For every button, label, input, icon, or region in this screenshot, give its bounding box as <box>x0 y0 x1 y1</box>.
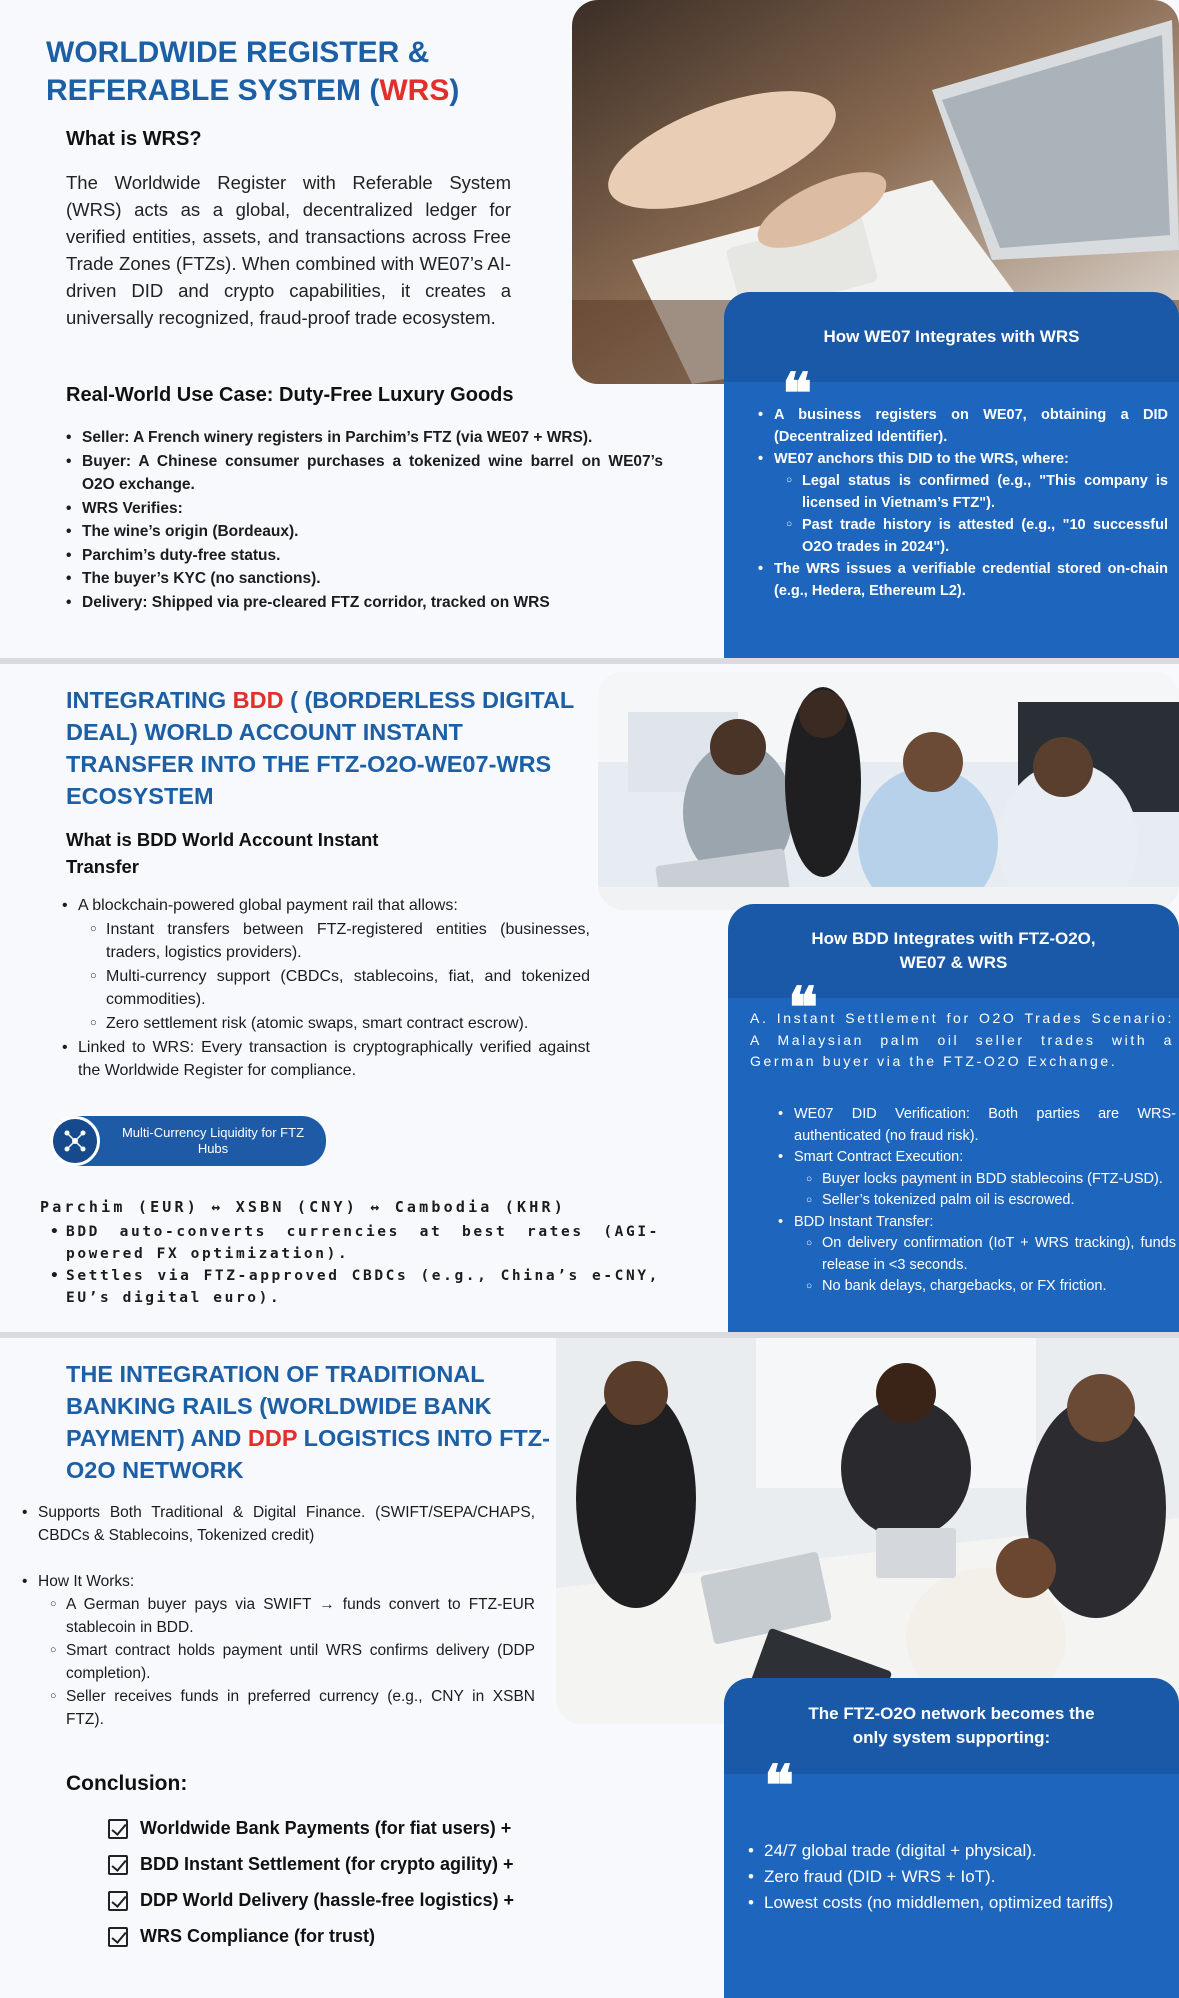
bdd-box <box>728 975 1179 1332</box>
list-item: ○ Smart contract holds payment until WRS confirms delivery (DDP completion). <box>50 1639 535 1685</box>
quote-icon: ❝ <box>788 975 819 1041</box>
list-item: ○ Zero settlement risk (atomic swaps, smart contract escrow). <box>90 1012 590 1036</box>
conclusion-item: BDD Instant Settlement (for crypto agility) + <box>108 1854 514 1875</box>
fx-list <box>50 1221 660 1309</box>
list-item: • 24/7 global trade (digital + physical). <box>748 1838 1173 1864</box>
list-item: ○ Seller receives funds in preferred currency (e.g., CNY in XSBN FTZ). <box>50 1685 535 1731</box>
what-is-bdd-heading: What is BDD World Account Instant Transfer <box>66 829 379 877</box>
list-item: ○ No bank delays, chargebacks, or FX friction. <box>806 1276 1176 1298</box>
bdd-box-heading: How BDD Integrates with FTZ-O2O, WE07 & WRS <box>728 904 1179 998</box>
list-item: ○ A German buyer pays via SWIFT → funds convert to FTZ-EUR stablecoin in BDD. <box>50 1593 535 1639</box>
list-item: ○ Multi-currency support (CBDCs, stablecoins, fiat, and tokenized commodities). <box>90 965 590 1012</box>
list-item: • The buyer’s KYC (no sanctions). <box>66 567 663 591</box>
multi-currency-badge: Multi-Currency Liquidity for FTZ Hubs <box>52 1116 326 1166</box>
checkbox-icon <box>108 1927 128 1947</box>
bdd-section <box>0 664 1179 1332</box>
banking-box-heading: The FTZ-O2O network becomes the only system supporting: <box>724 1678 1179 1774</box>
conclusion-item: WRS Compliance (for trust) <box>108 1926 375 1947</box>
photo-office-meeting <box>556 1338 1179 1724</box>
conclusion-item: Worldwide Bank Payments (for fiat users) + <box>108 1818 511 1839</box>
wrs-section <box>0 0 1179 658</box>
banking-title: THE INTEGRATION OF TRADITIONAL BANKING RAILS (WORLDWIDE BANK PAYMENT) AND DDP LOGISTICS INTO FTZ-O2O NETWORK <box>66 1361 550 1483</box>
bdd-features-list <box>62 894 590 1083</box>
wrs-box <box>724 361 1179 658</box>
list-item: • Linked to WRS: Every transaction is cryptographically verified against the Worldwide Register for compliance. <box>62 1036 590 1083</box>
list-item: • The WRS issues a verifiable credential stored on-chain (e.g., Hedera, Ethereum L2). <box>758 558 1168 602</box>
use-case-list <box>66 426 663 614</box>
banking-section <box>0 1338 1179 1998</box>
list-item: • Buyer: A Chinese consumer purchases a tokenized wine barrel on WE07’s O2O exchange. <box>66 450 663 497</box>
list-item: • Zero fraud (DID + WRS + IoT). <box>748 1864 1173 1890</box>
use-case-heading: Real-World Use Case: Duty-Free Luxury Goods <box>66 384 514 406</box>
list-item: • Parchim’s duty-free status. <box>66 544 663 568</box>
checkbox-icon <box>108 1855 128 1875</box>
fx-route: Parchim (EUR) ↔ XSBN (CNY) ↔ Cambodia (KHR) <box>40 1198 566 1216</box>
banking-box <box>724 1753 1179 1998</box>
list-item: • BDD Instant Transfer: ○ On delivery confirmation (IoT + WRS tracking), funds release in <3 seconds. ○ No bank delays, chargebacks, or FX friction. <box>778 1212 1176 1298</box>
list-item: ○ Legal status is confirmed (e.g., "This company is licensed in Vietnam’s FTZ"). <box>786 470 1168 514</box>
list-item: • How It Works: ○ A German buyer pays via SWIFT → funds convert to FTZ-EUR stablecoin in BDD. ○ Smart contract holds payment until WRS confirms delivery (DDP completion). ○ Seller receives funds in preferred currency (e.g., CNY in XSBN FTZ). <box>22 1570 535 1731</box>
checkbox-icon <box>108 1891 128 1911</box>
conclusion-item: DDP World Delivery (hassle-free logistics) + <box>108 1890 514 1911</box>
wrs-box-heading: How WE07 Integrates with WRS <box>724 292 1179 382</box>
banking-list <box>22 1501 535 1731</box>
list-item: • WRS Verifies: <box>66 497 663 521</box>
bdd-title: INTEGRATING BDD ( (BORDERLESS DIGITAL DEAL) WORLD ACCOUNT INSTANT TRANSFER INTO THE FTZ-O2O-WE07-WRS ECOSYSTEM <box>66 687 574 809</box>
quote-icon: ❝ <box>782 361 813 427</box>
wrs-title: WORLDWIDE REGISTER & REFERABLE SYSTEM (WRS) <box>46 36 460 107</box>
list-item: ○ Seller’s tokenized palm oil is escrowed. <box>806 1190 1176 1212</box>
list-item: ○ Past trade history is attested (e.g., "10 successful O2O trades in 2024"). <box>786 514 1168 558</box>
list-item: • Delivery: Shipped via pre-cleared FTZ corridor, tracked on WRS <box>66 591 663 615</box>
quote-icon: ❝ <box>764 1753 795 1819</box>
list-item: • Seller: A French winery registers in Parchim’s FTZ (via WE07 + WRS). <box>66 426 663 450</box>
list-item: • A blockchain-powered global payment rail that allows: ○ Instant transfers between FTZ-registered entities (businesses, traders, logistics providers). ○ Multi-currency support (CBDCs, stablecoins, fiat, and tokenized commodities). ○ Zero settlement risk (atomic swaps, smart contract escrow). <box>62 894 590 1036</box>
network-icon <box>50 1116 100 1166</box>
list-item: • WE07 DID Verification: Both parties are WRS-authenticated (no fraud risk). <box>778 1104 1176 1147</box>
list-item: • Lowest costs (no middlemen, optimized tariffs) <box>748 1890 1173 1916</box>
what-is-wrs-text: The Worldwide Register with Referable System (WRS) acts as a global, decentralized ledger for verified entities, assets, and transactions across Free Trade Zones (FTZs). When combined with WE07’s AI-driven DID and crypto capabilities, it creates a universally recognized, fraud-proof trade ecosystem. <box>66 172 511 328</box>
list-item: • Smart Contract Execution: ○ Buyer locks payment in BDD stablecoins (FTZ-USD). ○ Seller’s tokenized palm oil is escrowed. <box>778 1147 1176 1212</box>
list-item: • A business registers on WE07, obtaining a DID (Decentralized Identifier). <box>758 404 1168 448</box>
list-item: ○ Instant transfers between FTZ-registered entities (businesses, traders, logistics providers). <box>90 918 590 965</box>
what-is-wrs-heading: What is WRS? <box>66 128 202 150</box>
list-item: • The wine’s origin (Bordeaux). <box>66 520 663 544</box>
list-item: • BDD auto-converts currencies at best rates (AGI-powered FX optimization). <box>50 1221 660 1265</box>
bdd-scenario: A. Instant Settlement for O2O Trades Scenario: A Malaysian palm oil seller trades with a German buyer via the FTZ-O2O Exchange. <box>750 1010 1174 1069</box>
list-item: • Supports Both Traditional & Digital Finance. (SWIFT/SEPA/CHAPS, CBDCs & Stablecoins, Tokenized credit) <box>22 1501 535 1547</box>
checkbox-icon <box>108 1819 128 1839</box>
conclusion-heading: Conclusion: <box>66 1772 188 1795</box>
list-item: ○ Buyer locks payment in BDD stablecoins (FTZ-USD). <box>806 1169 1176 1191</box>
list-item: • Settles via FTZ-approved CBDCs (e.g., China’s e-CNY, EU’s digital euro). <box>50 1265 660 1309</box>
list-item: • WE07 anchors this DID to the WRS, where: ○ Legal status is confirmed (e.g., "This company is licensed in Vietnam’s FTZ"). ○ Past trade history is attested (e.g., "10 successful O2O trades in 2024"). <box>758 448 1168 558</box>
photo-team-meeting <box>598 672 1179 910</box>
list-item: ○ On delivery confirmation (IoT + WRS tracking), funds release in <3 seconds. <box>806 1233 1176 1276</box>
